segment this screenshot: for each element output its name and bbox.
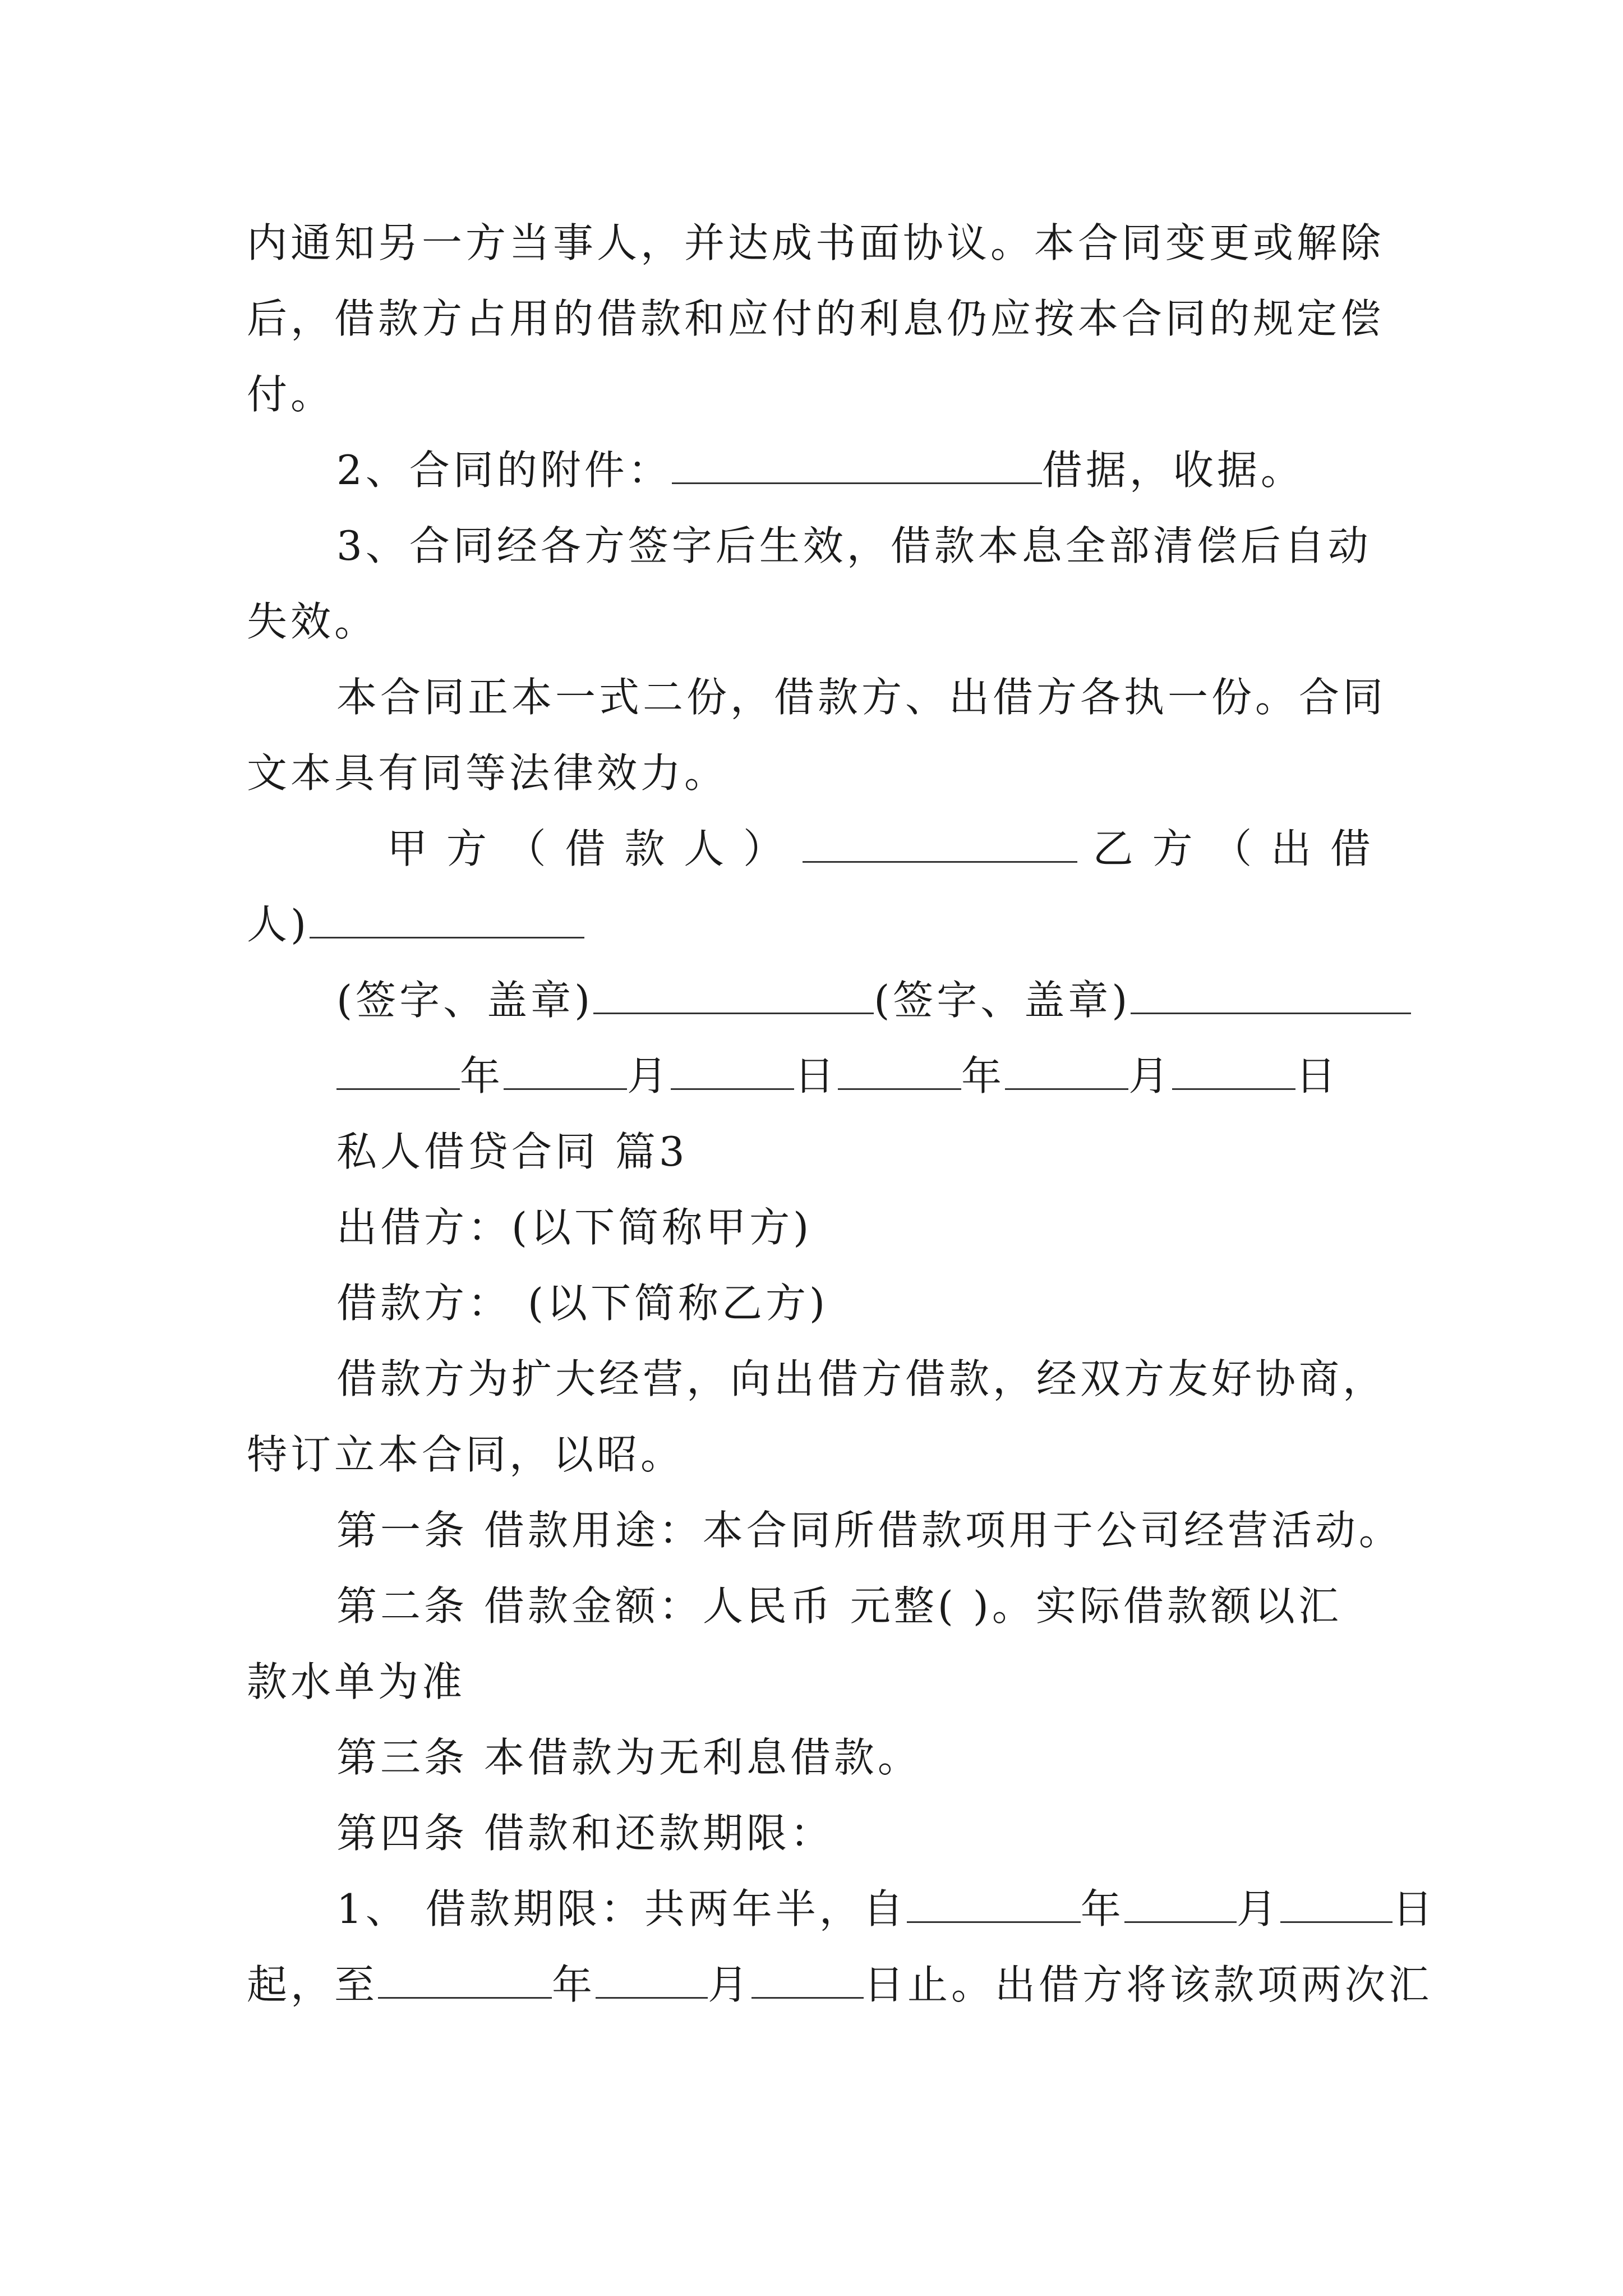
loan-term-label: 起，至 [247, 1961, 379, 2008]
year-blank [907, 1884, 1081, 1923]
borrower-line: 借款方： (以下简称乙方) [336, 1280, 829, 1327]
loan-term-text: 日止。出借方将该款项两次汇 [864, 1961, 1433, 2008]
month-blank [596, 1960, 708, 1999]
party-b-continued [247, 896, 1374, 953]
date-label: 月 [627, 1052, 671, 1099]
date-blank [1172, 1051, 1295, 1090]
month-label: 月 [1236, 1885, 1280, 1932]
party-a-char: 甲 [387, 825, 431, 872]
party-b-char: 方 [1152, 825, 1196, 872]
loan-term-line-2 [247, 1957, 1433, 2013]
month-label: 月 [708, 1961, 752, 2008]
article-4: 第四条 借款和还款期限： [336, 1810, 834, 1857]
party-b-end: 人) [247, 901, 310, 948]
year-label: 年 [1080, 1885, 1124, 1932]
party-b-char: （ [1211, 825, 1256, 872]
day-blank [751, 1960, 864, 1999]
party-a-char: 款 [624, 825, 668, 872]
year-label: 年 [552, 1961, 596, 2008]
attachment-clause [336, 442, 1374, 498]
date-label: 年 [460, 1052, 504, 1099]
date-label: 日 [794, 1052, 838, 1099]
paragraph-line: 付。 [247, 371, 335, 418]
attachment-label: 2、合同的附件： [336, 447, 672, 494]
party-a-char: ） [743, 825, 787, 872]
date-label: 月 [1128, 1052, 1173, 1099]
paragraph-line: 特订立本合同，以昭。 [247, 1431, 685, 1478]
party-signature-row [387, 821, 1374, 877]
sign-seal-label: (签字、盖章) [336, 977, 594, 1024]
party-b-blank [310, 900, 584, 938]
day-label: 日 [1392, 1885, 1436, 1932]
paragraph-line: 文本具有同等法律效力。 [247, 749, 728, 797]
party-a-blank [803, 824, 1077, 863]
date-blank [838, 1051, 961, 1090]
month-blank [1124, 1884, 1237, 1923]
sign-seal-label: (签字、盖章) [874, 977, 1131, 1024]
paragraph-line: 3、合同经各方签字后生效，借款本息全部清偿后自动 [336, 522, 1372, 569]
party-a-char: 方 [446, 825, 490, 872]
date-label: 年 [961, 1052, 1006, 1099]
day-blank [1280, 1884, 1393, 1923]
lender-line: 出借方：(以下简称甲方) [336, 1204, 813, 1251]
date-blank [504, 1051, 627, 1090]
date-row [336, 1048, 1374, 1104]
article-1: 第一条 借款用途：本合同所借款项用于公司经营活动。 [336, 1507, 1403, 1554]
loan-term-label: 1、 借款期限：共两年半，自 [336, 1885, 907, 1932]
date-blank [336, 1051, 460, 1090]
sign-seal-blank [1131, 976, 1411, 1014]
party-a-char: 人 [684, 825, 728, 872]
paragraph-line: 后，借款方占用的借款和应付的利息仍应按本合同的规定偿 [247, 295, 1385, 342]
paragraph-line: 借款方为扩大经营，向出借方借款，经双方友好协商， [336, 1355, 1387, 1402]
date-blank [671, 1051, 794, 1090]
date-label: 日 [1295, 1052, 1340, 1099]
party-a-char: 借 [565, 825, 609, 872]
party-a-char: （ [505, 825, 550, 872]
article-2: 第二条 借款金额：人民币 元整( )。实际借款额以汇 [336, 1582, 1342, 1630]
article-3: 第三条 本借款为无利息借款。 [336, 1734, 921, 1781]
loan-term-line [336, 1881, 1436, 1937]
section-heading: 私人借贷合同 篇3 [336, 1128, 688, 1175]
attachment-blank [672, 445, 1042, 484]
paragraph-line: 款水单为准 [247, 1658, 466, 1705]
paragraph-line: 失效。 [247, 598, 379, 645]
party-b-char: 出 [1271, 825, 1315, 872]
paragraph-line: 本合同正本一式二份，借款方、出借方各执一份。合同 [336, 674, 1387, 721]
party-b-char: 借 [1330, 825, 1374, 872]
attachment-text: 借据，收据。 [1041, 447, 1304, 494]
sign-seal-blank [593, 976, 874, 1014]
sign-seal-row [336, 972, 1374, 1028]
paragraph-line: 内通知另一方当事人，并达成书面协议。本合同变更或解除 [247, 219, 1385, 266]
party-b-char: 乙 [1092, 825, 1137, 872]
date-blank [1005, 1051, 1128, 1090]
year-blank [378, 1960, 552, 1999]
